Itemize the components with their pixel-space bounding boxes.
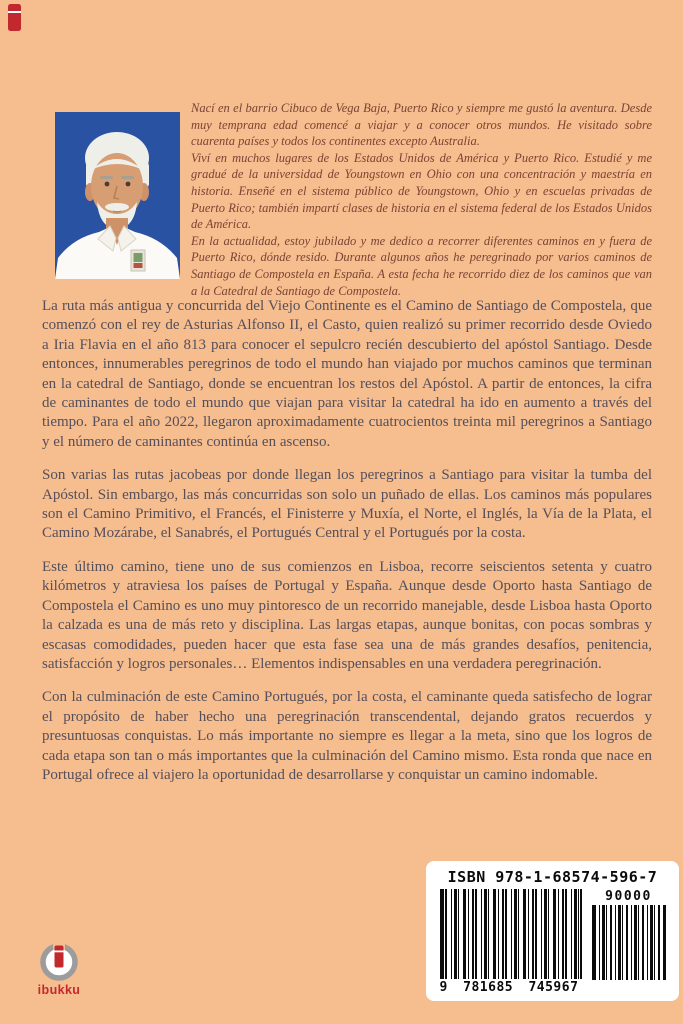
- author-bio-paragraph: Nací en el barrio Cibuco de Vega Baja, Puerto Rico y siempre me gustó la aventura. Desde muy temprana edad comencé a viajar y a conocer otros mundos. He visitado sobre cuarenta países y todos los continentes excepto Australia.: [191, 101, 652, 149]
- ean-digits: 9 781685 745967: [439, 980, 579, 995]
- body-paragraph: Este último camino, tiene uno de sus comienzos en Lisboa, recorre seiscientos setenta y cuatro kilómetros y atraviesa los países de Portugal y España. Aunque desde Oporto hasta Santiago de Compostela el Camino es uno muy pintoresco de un recorrido manejable, desde Lisboa hasta Oporto la calzada es una de más reto y disciplina. Las largas etapas, aunque bonitas, con pocas sombras y escasas comodidades, pueden hacer que esta fase sea una de más grandes desafíos, penitencia, satisfacción y logros personales… Elementos indispensables en una verdadera peregrinación.: [42, 558, 652, 672]
- publisher-logo: [30, 942, 88, 997]
- spine-logo-mark: [8, 4, 21, 31]
- price-code: 90000: [605, 889, 652, 904]
- barcode-bars: [440, 889, 582, 979]
- back-cover-text: [42, 297, 652, 799]
- body-paragraph: Son varias las rutas jacobeas por donde llegan los peregrinos a Santiago para visitar la tumba del Apóstol. Sin embargo, las más concurridas son solo un puñado de ellas. Los caminos más populares son el Camino Primitivo, el Francés, el Finisterre y Muxía, el Norte, el Inglés, la Vía de la Plata, el Camino Mozárabe, el Sanabrés, el Portugués Central y el Portugués por la costa.: [42, 467, 652, 542]
- isbn-number: ISBN 978-1-68574-596-7: [447, 868, 658, 886]
- author-bio-paragraph: En la actualidad, estoy jubilado y me dedico a recorrer diferentes caminos en y fuera de Puerto Rico, dónde resido. Durante algunos años he peregrinado por varios caminos de Santiago de Compostela en España. A esta fecha he recorrido diez de los caminos que van a la Catedral de Santiago de Compostela.: [191, 233, 652, 298]
- barcode-row: [436, 889, 669, 996]
- supplement-bars: [592, 905, 666, 980]
- author-portrait-image: [55, 112, 180, 279]
- body-paragraph: La ruta más antigua y concurrida del Viejo Continente es el Camino de Santiago de Compostela, que comenzó con el rey de Asturias Alfonso II, el Casto, quien realizó su primer recorrido desde Oviedo a Iria Flavia en el año 813 para conocer el sepulcro recién descubierto del apóstol Santiago. Desde entonces, innumerables peregrinos de todo el mundo han viajado por muchos caminos que terminan en la catedral de Santiago, donde se encuentran los restos del Apóstol. A partir de entonces, la cifra de caminantes de todo el mundo que viajan para visitar la catedral ha ido en aumento a través del tiempo. Para el año 2022, llegaron aproximadamente cuatrocientos treinta mil peregrinos a Santiago y el número de caminantes continúa en ascenso.: [42, 298, 652, 450]
- author-bio-paragraph: Viví en muchos lugares de los Estados Unidos de América y Puerto Rico. Estudié y me gradué de la universidad de Youngstown en Ohio con una concentración y maestría en historia. Enseñé en el sistema público de Youngstown, Ohio y en escuelas privadas de Puerto Rico; también impartí clases de historia en el sistema federal de los Estados Unidos de América.: [191, 150, 652, 232]
- publisher-name: ibukku: [37, 983, 81, 997]
- power-button-icon: [39, 942, 79, 982]
- ean13-barcode: [440, 889, 582, 996]
- author-photo: [55, 112, 180, 279]
- ean5-supplement: [592, 889, 666, 996]
- isbn-barcode-block: [426, 861, 679, 1001]
- author-bio: [191, 100, 652, 299]
- author-section: [55, 100, 652, 299]
- body-paragraph: Con la culminación de este Camino Portugués, por la costa, el caminante queda satisfecho de lograr el propósito de haber hecho una peregrinación transcendental, dejando gratos recuerdos y presuntuosas conquistas. Lo más importante no siempre es llegar a la meta, sino que los logros de cada etapa son tan o más importantes que la culminación del Camino mismo. Esta ronda que nace en Portugal ofrece al viajero la oportunidad de desarrollarse y conquistar un camino indomable.: [42, 689, 652, 783]
